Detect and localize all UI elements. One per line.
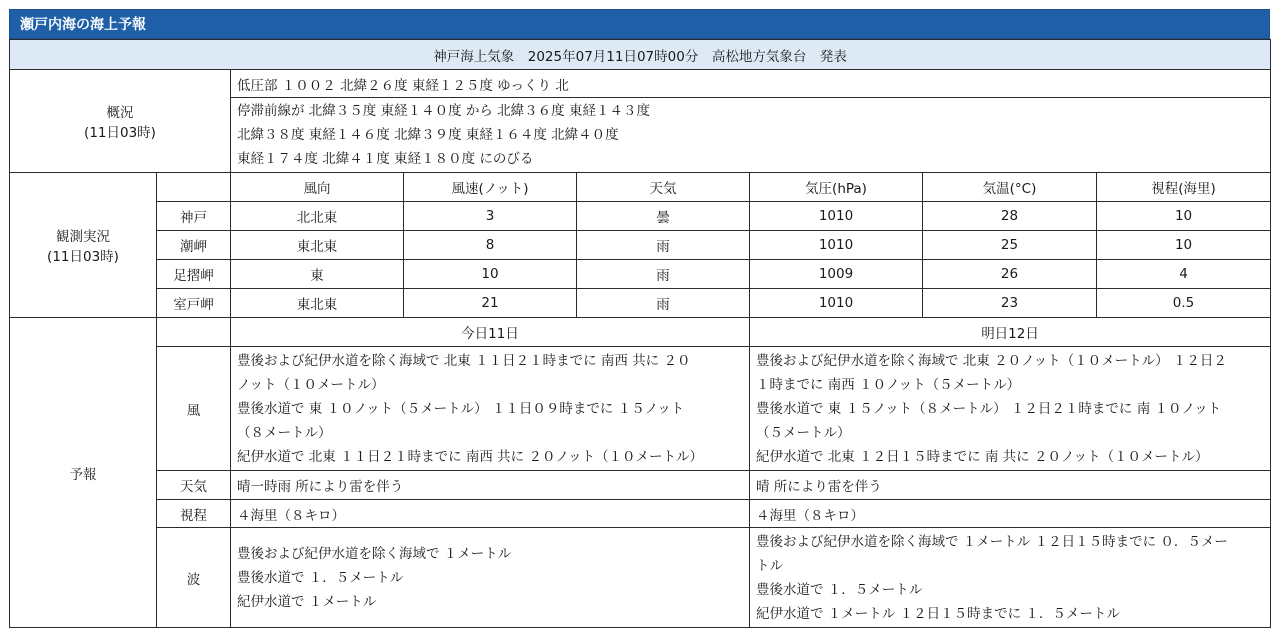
wind-today-line: （８メートル）	[237, 424, 332, 441]
visibility-label: 視程	[157, 500, 231, 528]
cell-weather: 雨	[577, 231, 750, 260]
wind-today	[231, 347, 750, 471]
column-header: 気温(°C)	[923, 173, 1097, 202]
wind-today-line: ノット（１０メートル）	[237, 376, 385, 393]
overview-front-line: 東経１７４度 北緯４１度 東経１８０度 にのびる	[237, 151, 534, 167]
forecast-weather-row	[10, 471, 1271, 500]
overview-line-1: 低圧部 １００２ 北緯２６度 東経１２５度 ゆっくり 北	[231, 70, 1271, 98]
station-name: 潮岬	[157, 231, 231, 260]
wave-today-line: 紀伊水道で １メートル	[237, 593, 377, 610]
cell-visibility: 0.5	[1097, 289, 1271, 318]
wind-tomorrow-line: （５メートル）	[756, 424, 851, 441]
cell-weather: 雨	[577, 289, 750, 318]
cell-pressure: 1010	[750, 202, 923, 231]
station-header-blank	[157, 173, 231, 202]
marine-forecast-panel	[9, 9, 1270, 628]
wave-label: 波	[157, 528, 231, 628]
overview-row-1	[10, 70, 1271, 98]
cell-temperature: 26	[923, 260, 1097, 289]
forecast-visibility-row	[10, 500, 1271, 528]
wind-label: 風	[157, 347, 231, 471]
wave-tomorrow	[750, 528, 1271, 628]
wave-today-line: 豊後および紀伊水道を除く海域で １メートル	[237, 545, 512, 562]
visibility-tomorrow: ４海里（８キロ）	[750, 500, 1271, 528]
wind-today-line: 豊後水道で 東 １０ノット（５メートル） １１日０９時までに １５ノット	[237, 400, 685, 417]
wind-tomorrow-line: 豊後水道で 東 １５ノット（８メートル） １２日２１時までに 南 １０ノット	[756, 400, 1222, 417]
wave-tomorrow-line: トル	[756, 557, 783, 574]
wave-today-line: 豊後水道で １．５メートル	[237, 569, 404, 586]
weather-label: 天気	[157, 471, 231, 500]
forecast-wind-row	[10, 347, 1271, 471]
visibility-today: ４海里（８キロ）	[231, 500, 750, 528]
station-name: 足摺岬	[157, 260, 231, 289]
cell-temperature: 28	[923, 202, 1097, 231]
wave-today	[231, 528, 750, 628]
page-title: 瀬戸内海の海上予報	[9, 9, 1270, 39]
cell-wind-direction: 東北東	[231, 289, 404, 318]
issued-row	[10, 40, 1271, 70]
column-header: 視程(海里)	[1097, 173, 1271, 202]
station-name: 室戸岬	[157, 289, 231, 318]
wind-tomorrow-line: 紀伊水道で 北東 １２日１５時までに 南 共に ２０ノット（１０メートル）	[756, 448, 1209, 465]
cell-temperature: 25	[923, 231, 1097, 260]
observation-label-cell	[10, 173, 157, 318]
column-header: 風速(ノット)	[404, 173, 577, 202]
table-row	[10, 202, 1271, 231]
overview-label: 概況	[106, 105, 134, 121]
wind-tomorrow-line: １時までに 南西 １０ノット（５メートル）	[756, 376, 1021, 393]
cell-pressure: 1010	[750, 289, 923, 318]
station-name: 神戸	[157, 202, 231, 231]
column-header: 天気	[577, 173, 750, 202]
forecast-wave-row	[10, 528, 1271, 628]
cell-pressure: 1009	[750, 260, 923, 289]
wind-today-line: 豊後および紀伊水道を除く海域で 北東 １１日２１時までに 南西 共に ２０	[237, 352, 691, 369]
table-row	[10, 289, 1271, 318]
forecast-table	[9, 39, 1271, 628]
cell-visibility: 4	[1097, 260, 1271, 289]
wave-tomorrow-line: 紀伊水道で １メートル １２日１５時までに １．５メートル	[756, 605, 1120, 622]
forecast-label: 予報	[10, 318, 157, 628]
observation-label: 観測実況	[56, 229, 110, 245]
cell-wind-speed: 21	[404, 289, 577, 318]
cell-weather: 雨	[577, 260, 750, 289]
cell-wind-speed: 3	[404, 202, 577, 231]
observation-time: (11日03時)	[47, 249, 119, 265]
cell-wind-speed: 10	[404, 260, 577, 289]
column-header: 風向	[231, 173, 404, 202]
cell-wind-direction: 東	[231, 260, 404, 289]
cell-pressure: 1010	[750, 231, 923, 260]
issued-info: 神戸海上気象 2025年07月11日07時00分 高松地方気象台 発表	[10, 40, 1271, 70]
wind-today-line: 紀伊水道で 北東 １１日２１時までに 南西 共に ２０ノット（１０メートル）	[237, 448, 704, 465]
cell-wind-speed: 8	[404, 231, 577, 260]
wave-tomorrow-line: 豊後および紀伊水道を除く海域で １メートル １２日１５時までに ０．５メー	[756, 533, 1228, 550]
table-row	[10, 260, 1271, 289]
overview-front-line: 北緯３８度 東経１４６度 北緯３９度 東経１６４度 北緯４０度	[237, 127, 619, 143]
wind-tomorrow-line: 豊後および紀伊水道を除く海域で 北東 ２０ノット（１０メートル） １２日２	[756, 352, 1227, 369]
forecast-today-header: 今日11日	[231, 318, 750, 347]
cell-visibility: 10	[1097, 231, 1271, 260]
cell-visibility: 10	[1097, 202, 1271, 231]
overview-label-cell	[10, 70, 231, 173]
forecast-tomorrow-header: 明日12日	[750, 318, 1271, 347]
cell-wind-direction: 東北東	[231, 231, 404, 260]
forecast-header-row	[10, 318, 1271, 347]
observation-header-row	[10, 173, 1271, 202]
cell-wind-direction: 北北東	[231, 202, 404, 231]
table-row	[10, 231, 1271, 260]
cell-temperature: 23	[923, 289, 1097, 318]
weather-today: 晴一時雨 所により雷を伴う	[231, 471, 750, 500]
wind-tomorrow	[750, 347, 1271, 471]
overview-front	[231, 98, 1271, 173]
weather-tomorrow: 晴 所により雷を伴う	[750, 471, 1271, 500]
forecast-header-blank	[157, 318, 231, 347]
overview-front-line: 停滞前線が 北緯３５度 東経１４０度 から 北緯３６度 東経１４３度	[237, 103, 650, 119]
overview-time: (11日03時)	[84, 125, 156, 141]
cell-weather: 曇	[577, 202, 750, 231]
column-header: 気圧(hPa)	[750, 173, 923, 202]
wave-tomorrow-line: 豊後水道で １．５メートル	[756, 581, 923, 598]
